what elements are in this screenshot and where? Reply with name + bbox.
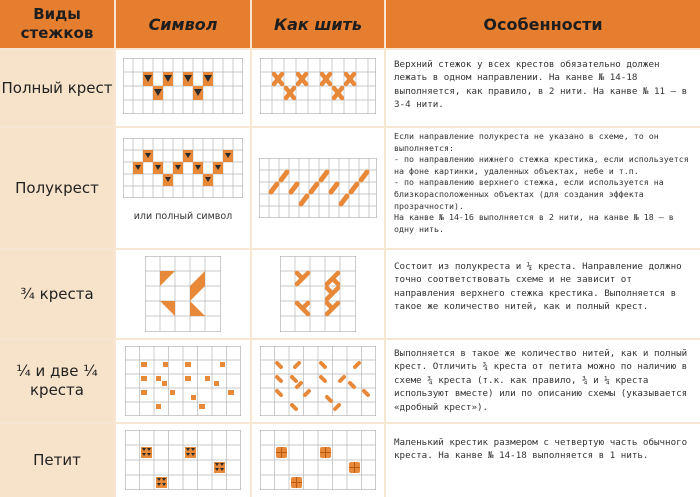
full-cross-stitch-grid-icon	[260, 58, 376, 114]
row-name-petit: Петит	[0, 424, 114, 497]
quarter-stitch-grid-icon	[260, 346, 376, 416]
how-cell-quarter	[252, 340, 384, 422]
how-cell-three-quarter	[252, 250, 384, 338]
header-how-to-sew: Как шить	[252, 0, 384, 48]
how-cell-full-cross	[252, 50, 384, 126]
three-quarter-stitch-grid-icon	[280, 256, 356, 332]
petit-symbol-grid-icon	[125, 430, 241, 490]
row-name-full-cross: Полный крест	[0, 50, 114, 126]
symbol-cell-full-cross	[116, 50, 250, 126]
how-cell-half-cross	[252, 128, 384, 248]
quarter-symbol-grid-icon	[125, 346, 241, 416]
how-cell-petit	[252, 424, 384, 497]
desc-half-intro: Если направление полукреста не указано в схеме, то он выполняется:	[394, 131, 659, 153]
symbol-cell-half-cross	[116, 128, 250, 248]
row-name-quarter: ¼ и две ¼ креста	[0, 340, 114, 422]
description-three-quarter: Состоит из полукреста и ¼ креста. Направление должно точно соответствовать схеме и не зависит от направления верхнего стежка крестика. Выполняется в такое же количество нитей, как и полный крест.	[386, 250, 700, 338]
desc-half-item2: - по направлению верхнего стежка, если используется на близкорасположенных объектах (для создания эффекта прозрачности).	[394, 177, 664, 211]
desc-half-item1: - по направлению нижнего стежка крестика, если используется на фоне картинки, удаленных объектах, небе и т.п.	[394, 154, 689, 176]
header-features: Особенности	[386, 0, 700, 48]
row-name-three-quarter: ¾ креста	[0, 250, 114, 338]
half-cross-stitch-grid-icon	[259, 158, 377, 218]
symbol-cell-three-quarter	[116, 250, 250, 338]
full-cross-symbol-grid-icon	[123, 58, 243, 114]
header-symbol: Символ	[116, 0, 250, 48]
description-half-cross	[386, 128, 700, 248]
description-quarter: Выполняется в такое же количество нитей, как и полный крест. Отличить ¾ креста от петита можно по наличию в схеме ¾ креста (т.к. как правило, ¾ и ¼ креста используют вместе) или по описанию схемы (указывается «дробный крест»).	[386, 340, 700, 422]
symbol-alt-caption: или полный символ	[133, 211, 233, 222]
description-petit: Маленький крестик размером с четвертую часть обычного креста. На канве № 14-18 выполняется в 1 нить.	[386, 424, 700, 497]
half-cross-symbol-grid-icon	[123, 138, 243, 198]
symbol-cell-quarter	[116, 340, 250, 422]
petit-stitch-grid-icon	[260, 430, 376, 490]
three-quarter-symbol-grid-icon	[145, 256, 221, 332]
desc-half-canvas: На канве № 14-16 выполняется в 2 нити, на канве № 18 – в одну нить.	[394, 212, 674, 234]
header-stitch-types: Виды стежков	[0, 0, 114, 48]
description-full-cross: Верхний стежок у всех крестов обязательно должен лежать в одном направлении. На канве № 14-18 выполняется, как правило, в 2 нити. На канве № 11 – в 3-4 нити.	[386, 50, 700, 126]
row-name-half-cross: Полукрест	[0, 128, 114, 248]
symbol-cell-petit	[116, 424, 250, 497]
